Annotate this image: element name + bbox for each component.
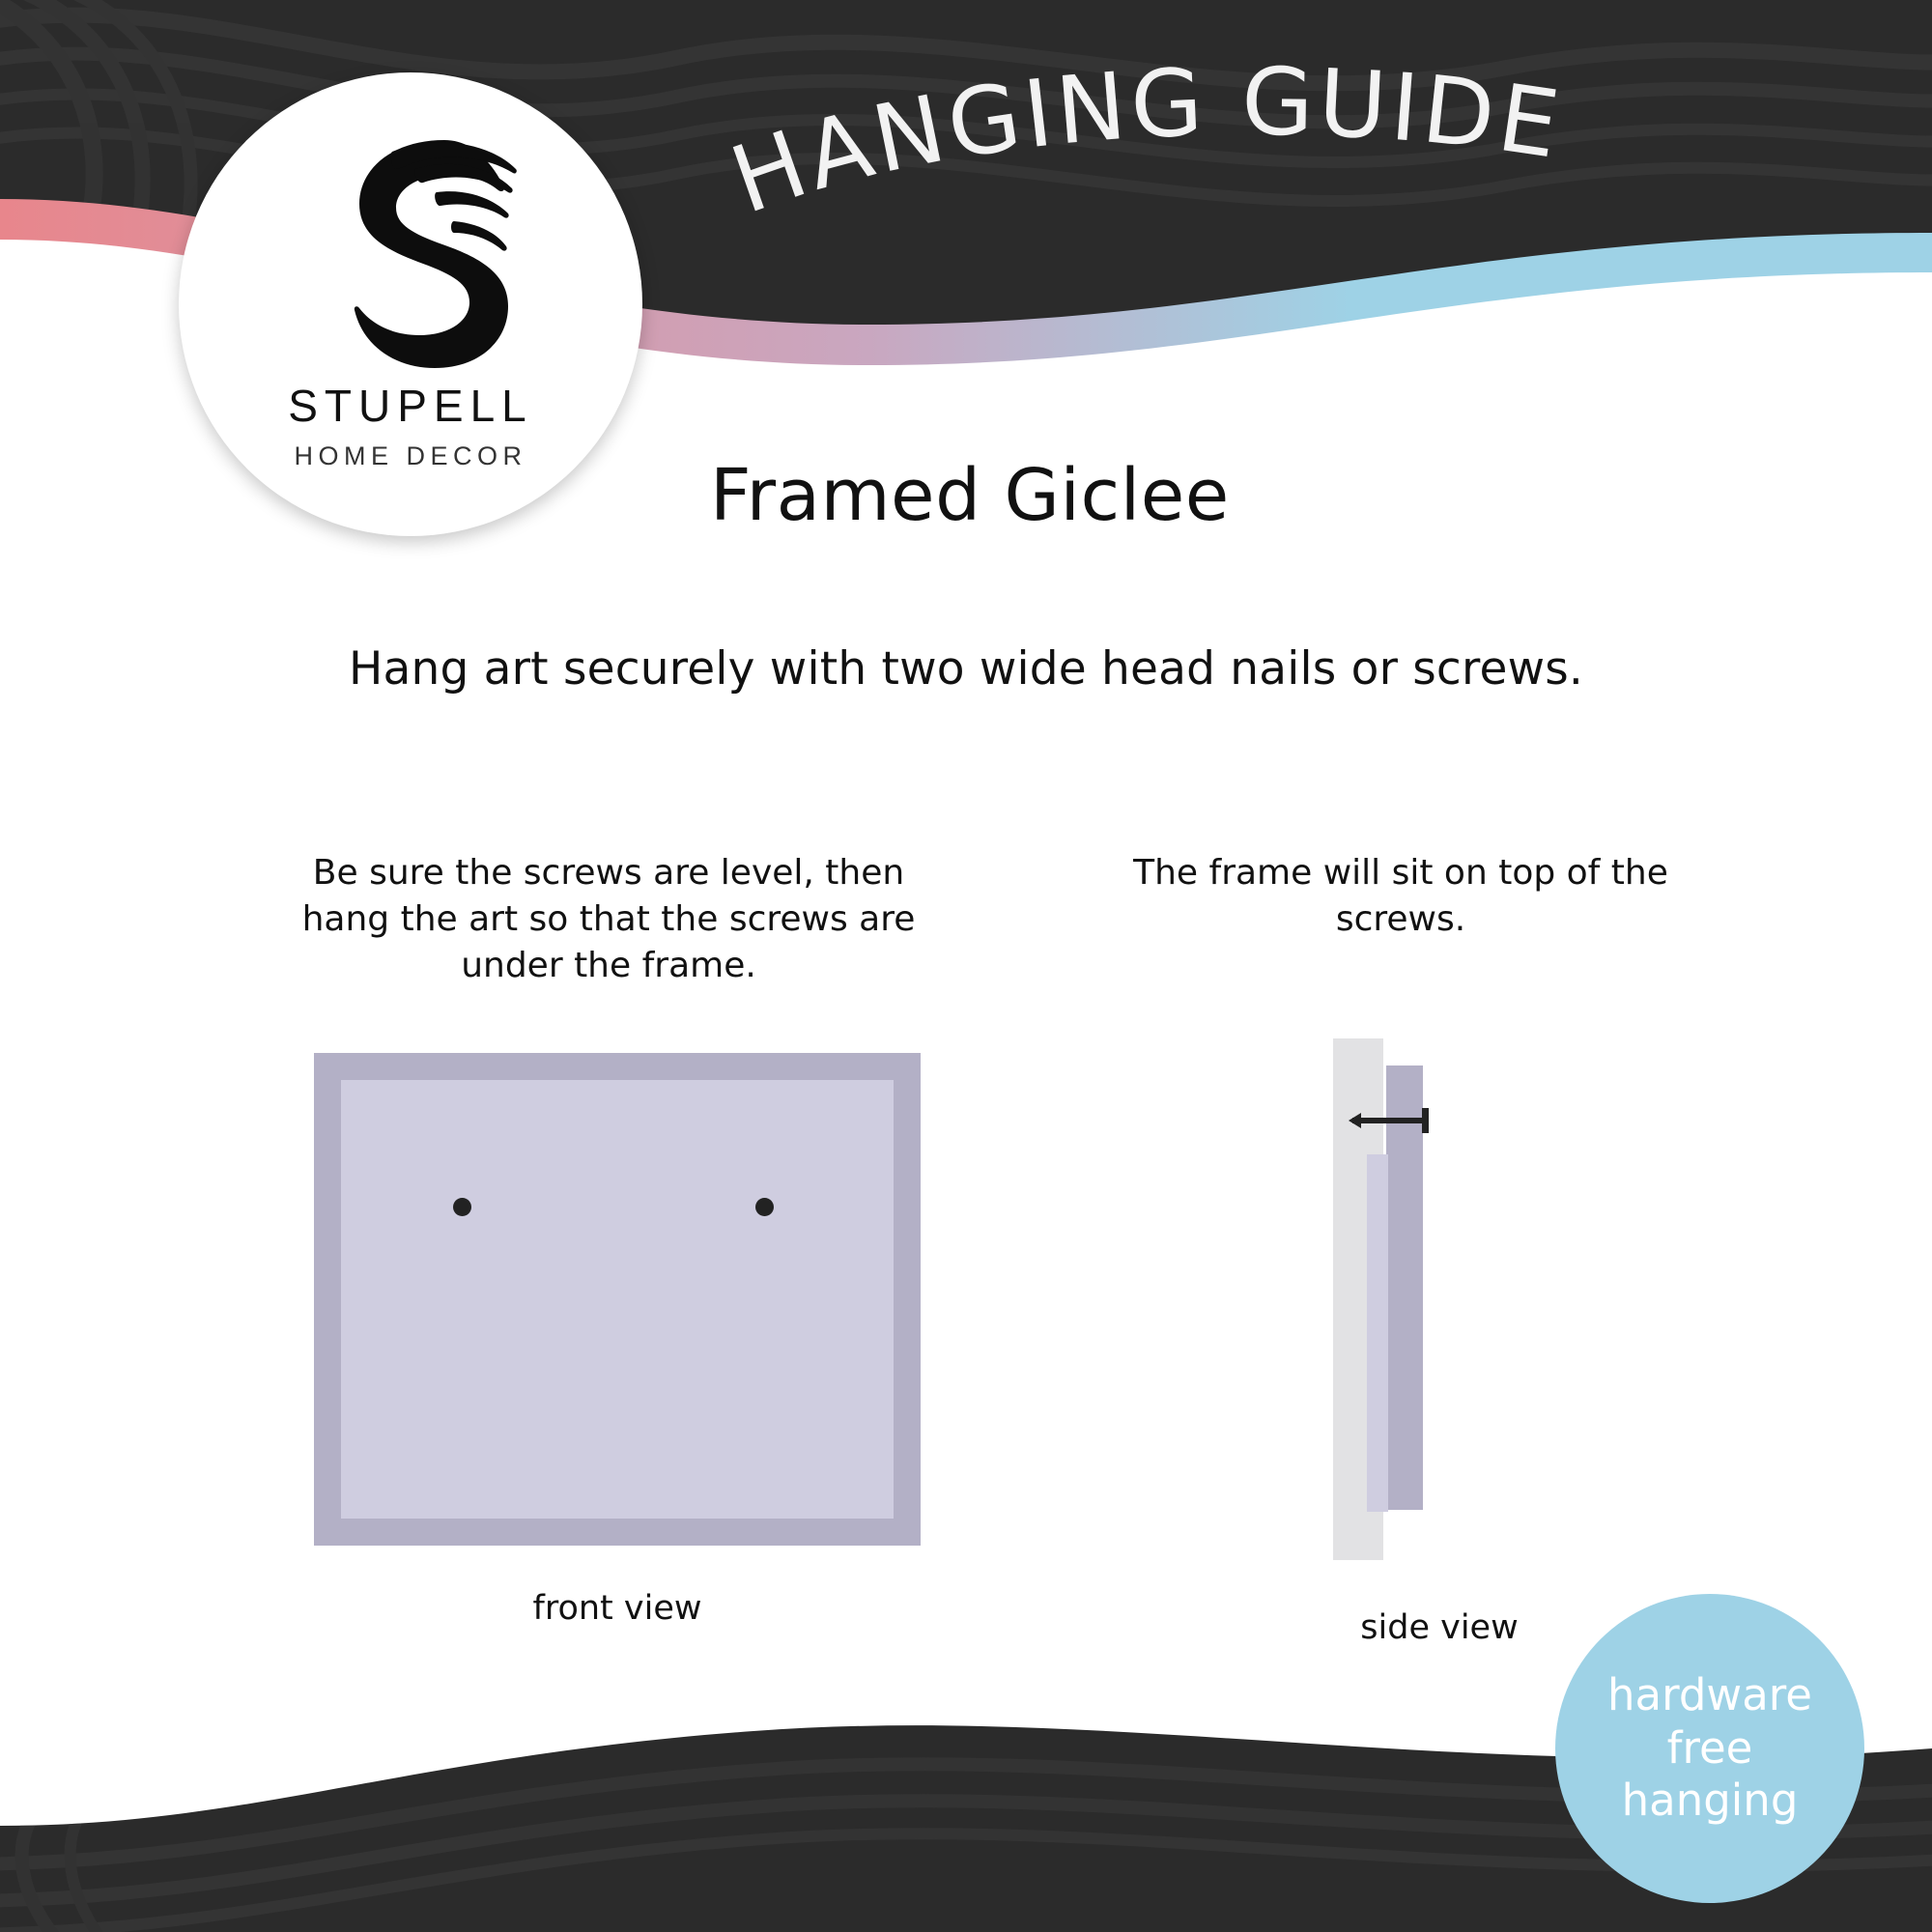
page-title-text: HANGING GUIDE [718, 47, 1570, 236]
frame-edge-profile [1367, 1154, 1388, 1512]
screw-shaft-icon [1352, 1118, 1428, 1123]
frame-side-profile [1386, 1065, 1423, 1510]
hardware-free-badge [1555, 1594, 1864, 1903]
screw-arrow-icon [1349, 1113, 1361, 1128]
page-title [718, 47, 1686, 289]
brand-tagline: HOME DECOR [294, 441, 527, 470]
side-view-diagram [1333, 1038, 1555, 1560]
product-type-label: Framed Giclee [710, 454, 1230, 537]
front-view-diagram [314, 1053, 921, 1546]
front-view-art-surface [341, 1080, 894, 1519]
badge-line-3: hanging [1621, 1775, 1799, 1827]
main-instruction-text: Hang art securely with two wide head nails or screws. [348, 642, 1584, 696]
stupell-swirl-logo-icon [299, 132, 522, 374]
screw-head-icon [1422, 1108, 1429, 1133]
badge-line-1: hardware [1607, 1668, 1812, 1720]
front-view-label: front view [532, 1589, 702, 1628]
page-title-curved-text [718, 47, 1686, 285]
side-view-section [1101, 850, 1700, 943]
front-view-caption: Be sure the screws are level, then hang the art so that the screws are under the frame. [301, 853, 916, 985]
front-view-section [280, 850, 937, 989]
side-view-caption: The frame will sit on top of the screws. [1133, 853, 1668, 939]
brand-logo-badge [179, 72, 642, 536]
screw-dot-left-icon [453, 1198, 471, 1216]
brand-name: STUPELL [288, 381, 533, 431]
badge-line-2: free [1666, 1721, 1753, 1774]
screw-dot-right-icon [755, 1198, 774, 1216]
side-view-label: side view [1360, 1608, 1519, 1647]
